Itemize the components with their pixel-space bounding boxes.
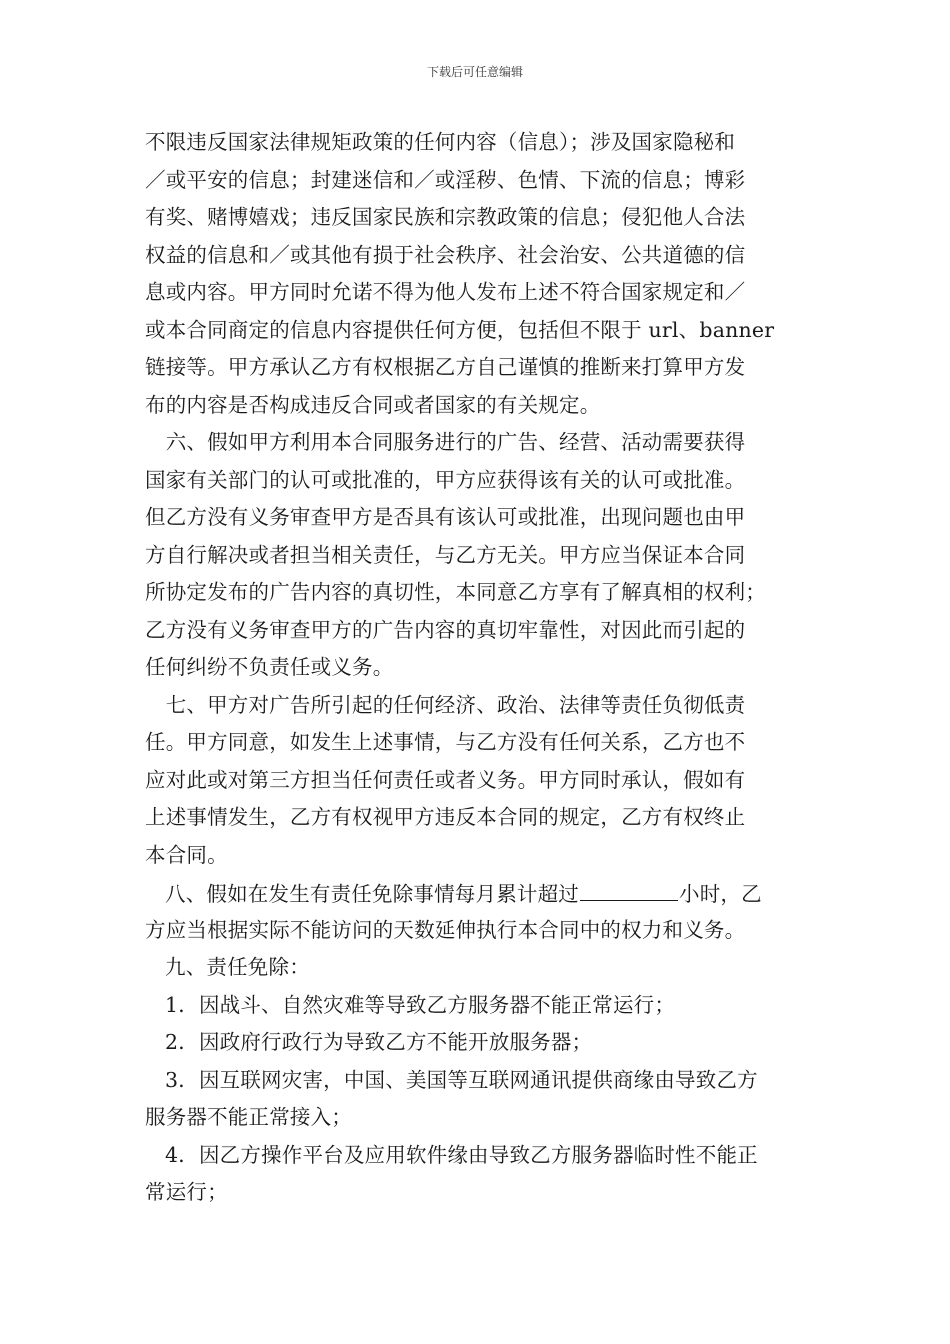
text-line: 有奖、赌博嬉戏；违反国家民族和宗教政策的信息；侵犯他人合法 xyxy=(145,205,746,229)
text-line: 链接等。甲方承认乙方有权根据乙方自己谨慎的推断来打算甲方发 xyxy=(145,355,746,379)
contract-body xyxy=(145,124,810,1212)
text-line: 乙方没有义务审查甲方的广告内容的真切牢靠性，对因此而引起的 xyxy=(145,617,746,642)
text-line: 布的内容是否构成违反合同或者国家的有关规定。 xyxy=(145,392,601,417)
text-line: 不限违反国家法律规矩政策的任何内容（信息）；涉及国家隐秘和 xyxy=(145,130,736,154)
list-item: 3．因互联网灾害，中国、美国等互联网通讯提供商缘由导致乙方 xyxy=(165,1067,758,1092)
text-line: 服务器不能正常接入； xyxy=(145,1105,352,1129)
list-item: 2．因政府行政行为导致乙方不能开放服务器； xyxy=(165,1030,593,1054)
text-line: 息或内容。甲方同时允诺不得为他人发布上述不符合国家规定和／ xyxy=(145,280,746,304)
fill-in-blank[interactable] xyxy=(580,874,678,901)
text-line: 或本合同商定的信息内容提供任何方便，包括但不限于 url、banner xyxy=(145,317,775,342)
clause-8-start xyxy=(145,874,810,912)
text-line: 方自行解决或者担当相关责任，与乙方无关。甲方应当保证本合同 xyxy=(145,542,746,567)
text-line: 权益的信息和／或其他有损于社会秩序、社会治安、公共道德的信 xyxy=(145,242,746,267)
clause-7-start: 七、甲方对广告所引起的任何经济、政治、法律等责任负彻低责 xyxy=(145,692,746,717)
clause-9-heading: 九、责任免除： xyxy=(165,955,310,979)
text-line: 任何纠纷不负责任或义务。 xyxy=(145,655,394,679)
clause-6-start: 六、假如甲方利用本合同服务进行的广告、经营、活动需要获得 xyxy=(145,430,746,454)
text-line: 所协定发布的广告内容的真切性，本同意乙方享有了解真相的权利； xyxy=(145,580,766,604)
text-line: 方应当根据实际不能访问的天数延伸执行本合同中的权力和义务。 xyxy=(145,917,746,942)
text-line: 应对此或对第三方担当任何责任或者义务。甲方同时承认，假如有 xyxy=(145,767,746,792)
text-line: ／或平安的信息；封建迷信和／或淫秽、色情、下流的信息；博彩 xyxy=(145,167,746,192)
text-line: 上述事情发生，乙方有权视甲方违反本合同的规定，乙方有权终止 xyxy=(145,805,746,829)
text-line: 国家有关部门的认可或批准的，甲方应获得该有关的认可或批准。 xyxy=(145,467,746,492)
text-line: 常运行； xyxy=(145,1180,228,1204)
text-line: 任。甲方同意，如发生上述事情，与乙方没有任何关系，乙方也不 xyxy=(145,730,746,754)
list-item: 4．因乙方操作平台及应用软件缘由导致乙方服务器临时性不能正 xyxy=(165,1142,758,1167)
clause-8-suffix: 小时，乙 xyxy=(679,882,762,906)
page-header: 下载后可任意编辑 xyxy=(426,65,523,79)
text-line: 本合同。 xyxy=(145,842,228,867)
list-item: 1．因战斗、自然灾难等导致乙方服务器不能正常运行； xyxy=(165,992,676,1017)
clause-8-text: 八、假如在发生有责任免除事情每月累计超过 xyxy=(165,882,579,906)
text-line: 但乙方没有义务审查甲方是否具有该认可或批准，出现问题也由甲 xyxy=(145,505,746,529)
